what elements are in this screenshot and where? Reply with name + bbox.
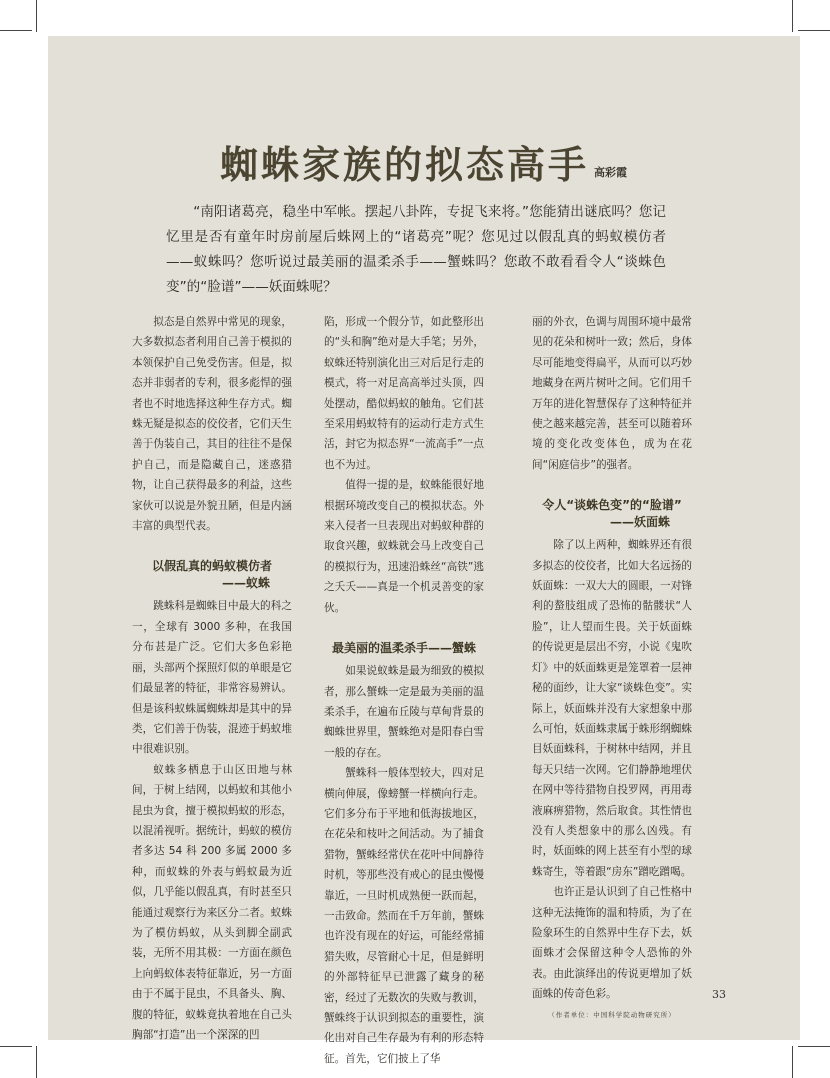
crop-mark: [0, 1046, 32, 1047]
paragraph: 也许正是认识到了自己性格中这种无法掩饰的温和特质，为了在险象环生的自然界中生存下去，妖面蛛才会保留这种令人恐怖的外表。由此演绎出的传说更增加了妖面蛛的传奇色彩。: [532, 886, 692, 1001]
paragraph: 丽的外衣，色调与周围环境中最常见的花朵和树叶一致；然后，身体尽可能地变得扁平，从而可以巧妙地藏身在两片树叶之间。它们用千万年的进化智慧保存了这种特征并使之越来越完善，甚至可以随着环境的变化改变体色，成为在花间“闲庭信步”的强者。: [532, 316, 692, 471]
paragraph: 陷，形成一个假分节，如此整形出的“头和胸”绝对是大手笔；另外，蚁蛛还特别演化出三对后足行走的模式，将一对足高高举过头顶，四处摆动，酷似蚂蚁的触角。它们甚至采用蚂蚁特有的运动行走方式生活，封它为拟态界“一流高手”一点也不为过。: [324, 316, 484, 471]
section-heading-line: ——妖面蛛: [609, 515, 670, 530]
section-heading-line: 最美丽的温柔杀手——蟹蛛: [331, 641, 476, 656]
author-affiliation: （作者单位：中国科学院动物研究所）: [548, 1010, 676, 1019]
crop-mark: [792, 0, 793, 32]
crop-mark: [792, 1046, 793, 1078]
section-heading-crabspider: [324, 640, 484, 657]
page-number: 33: [712, 988, 726, 1001]
paragraph: 跳蛛科是蜘蛛目中最大的科之一，全球有 3000 多种，在我国分布甚是广泛。它们大多色彩艳丽，头部两个探照灯似的单眼是它们最显著的特征，非常容易辨认。但是该科蚁蛛属蜘蛛却是其中的异类，它们善于伪装，混迹于蚂蚁堆中很难识别。: [132, 600, 292, 756]
text-column-2: [324, 312, 484, 1069]
paragraph: 除了以上两种，蜘蛛界还有很多拟态的佼佼者，比如大名远扬的妖面蛛：一双大大的圆眼，一对锋利的螯肢组成了恐怖的骷髅状“人脸”，让人望而生畏。关于妖面蛛的传说更是层出不穷，小说《鬼吹灯》中的妖面蛛更是笼罩着一层神秘的面纱，让大家“谈蛛色变”。实际上，妖面蛛并没有大家想象中那么可怕，妖面蛛隶属于蛛形纲蜘蛛目妖面蛛科，于树林中结网，并且每天只结一次网。它们静静地埋伏在网中等待猎物自投罗网，再用毒液麻痹猎物，然后取食。其性情也没有人类想象中的那么凶残。有时，妖面蛛的网上甚至有小型的球蛛寄生，等着跟“房东”蹭吃蹭喝。: [532, 539, 692, 878]
crop-mark: [798, 1046, 830, 1047]
section-heading-line: 以假乱真的蚂蚁模仿者: [151, 559, 272, 574]
paragraph: 值得一提的是，蚁蛛能很好地根据环境改变自己的模拟状态。外来入侵者一旦表现出对蚂蚁种群的取食兴趣，蚁蛛就会马上改变自己的模拟行为，迅速沿蛛丝“高铁”逃之夭夭——真是一个机灵善变的家伙。: [324, 479, 484, 614]
text-column-3: [532, 312, 692, 1025]
article-author: 高彩霞: [594, 166, 627, 179]
section-heading-line: 令人“谈蛛色变”的“脸谱”: [542, 498, 682, 513]
crop-mark: [798, 30, 830, 31]
paragraph: 如果说蚁蛛是最为细致的模拟者，那么蟹蛛一定是最为美丽的温柔杀手，在遍布丘陵与草甸背景的蜘蛛世界里，蟹蛛绝对是阳春白雪一般的存在。: [324, 665, 484, 759]
paragraph: 蟹蛛科一般体型较大，四对足横向伸展，像螃蟹一样横向行走。它们多分布于平地和低海拔地区，在花朵和枝叶之间活动。为了捕食猎物，蟹蛛经常伏在花叶中间静待时机，等那些没有戒心的昆虫慢慢靠近，一旦时机成熟便一跃而起，一击致命。然而在千万年前，蟹蛛也许没有现在的好运，可能经常捕猎失败，尽管耐心十足，但是鲜明的外部特征早已泄露了藏身的秘密，经过了无数次的失败与教训，蟹蛛终于认识到拟态的重要性，演化出对自己生存最为有利的形态特征。首先，它们披上了华: [324, 767, 484, 1065]
text-column-1: [132, 312, 292, 1045]
crop-mark: [0, 30, 32, 31]
article-title: 蜘蛛家族的拟态高手: [220, 143, 590, 187]
section-heading-antspider: [132, 558, 292, 592]
paragraph: 拟态是自然界中常见的现象，大多数拟态者利用自己善于模拟的本领保护自己免受伤害。但是，拟态并非弱者的专利，很多彪悍的强者也不时地选择这种生存方式。蜘蛛无疑是拟态的佼佼者，它们天生善于伪装自己，其目的往往不是保护自己，而是隐藏自己，迷惑猎物，让自己获得最多的利益，这些家伙可以说是外貌丑陋，但是内涵丰富的典型代表。: [132, 316, 292, 533]
crop-mark: [36, 1046, 37, 1078]
section-heading-line: ——蚁蛛: [221, 576, 270, 591]
crop-mark: [36, 0, 37, 32]
section-heading-ogrefacespider: [532, 497, 692, 531]
article-lead: “南阳诸葛亮，稳坐中军帐。摆起八卦阵，专捉飞来将。”您能猜出谜底吗？您记忆里是否有童年时房前屋后蛛网上的“诸葛亮”呢？您见过以假乱真的蚂蚁模仿者——蚁蛛吗？您听说过最美丽的温柔杀手——蟹蛛吗？您敢不敢看看令人“谈蛛色变”的“脸谱”——妖面蛛呢？: [166, 204, 666, 295]
magazine-page: [48, 36, 800, 1065]
paragraph: 蚁蛛多栖息于山区田地与林间，于树上结网，以蚂蚁和其他小昆虫为食，擅于模拟蚂蚁的形态，以混淆视听。据统计，蚂蚁的模仿者多达 54 科 200 多属 2000 多种，而蚁蛛的外表与蚂蚁最为近似，几乎能以假乱真，有时甚至只能通过观察行为来区分二者。蚁蛛为了模仿蚂蚁，从头到脚全副武装，无所不用其极：一方面在颜色上向蚂蚁体表特征靠近，另一方面由于不属于昆虫，不具备头、胸、腹的特征，蚁蛛竟执着地在自己头胸部“打造”出一个深深的凹: [132, 763, 292, 1041]
